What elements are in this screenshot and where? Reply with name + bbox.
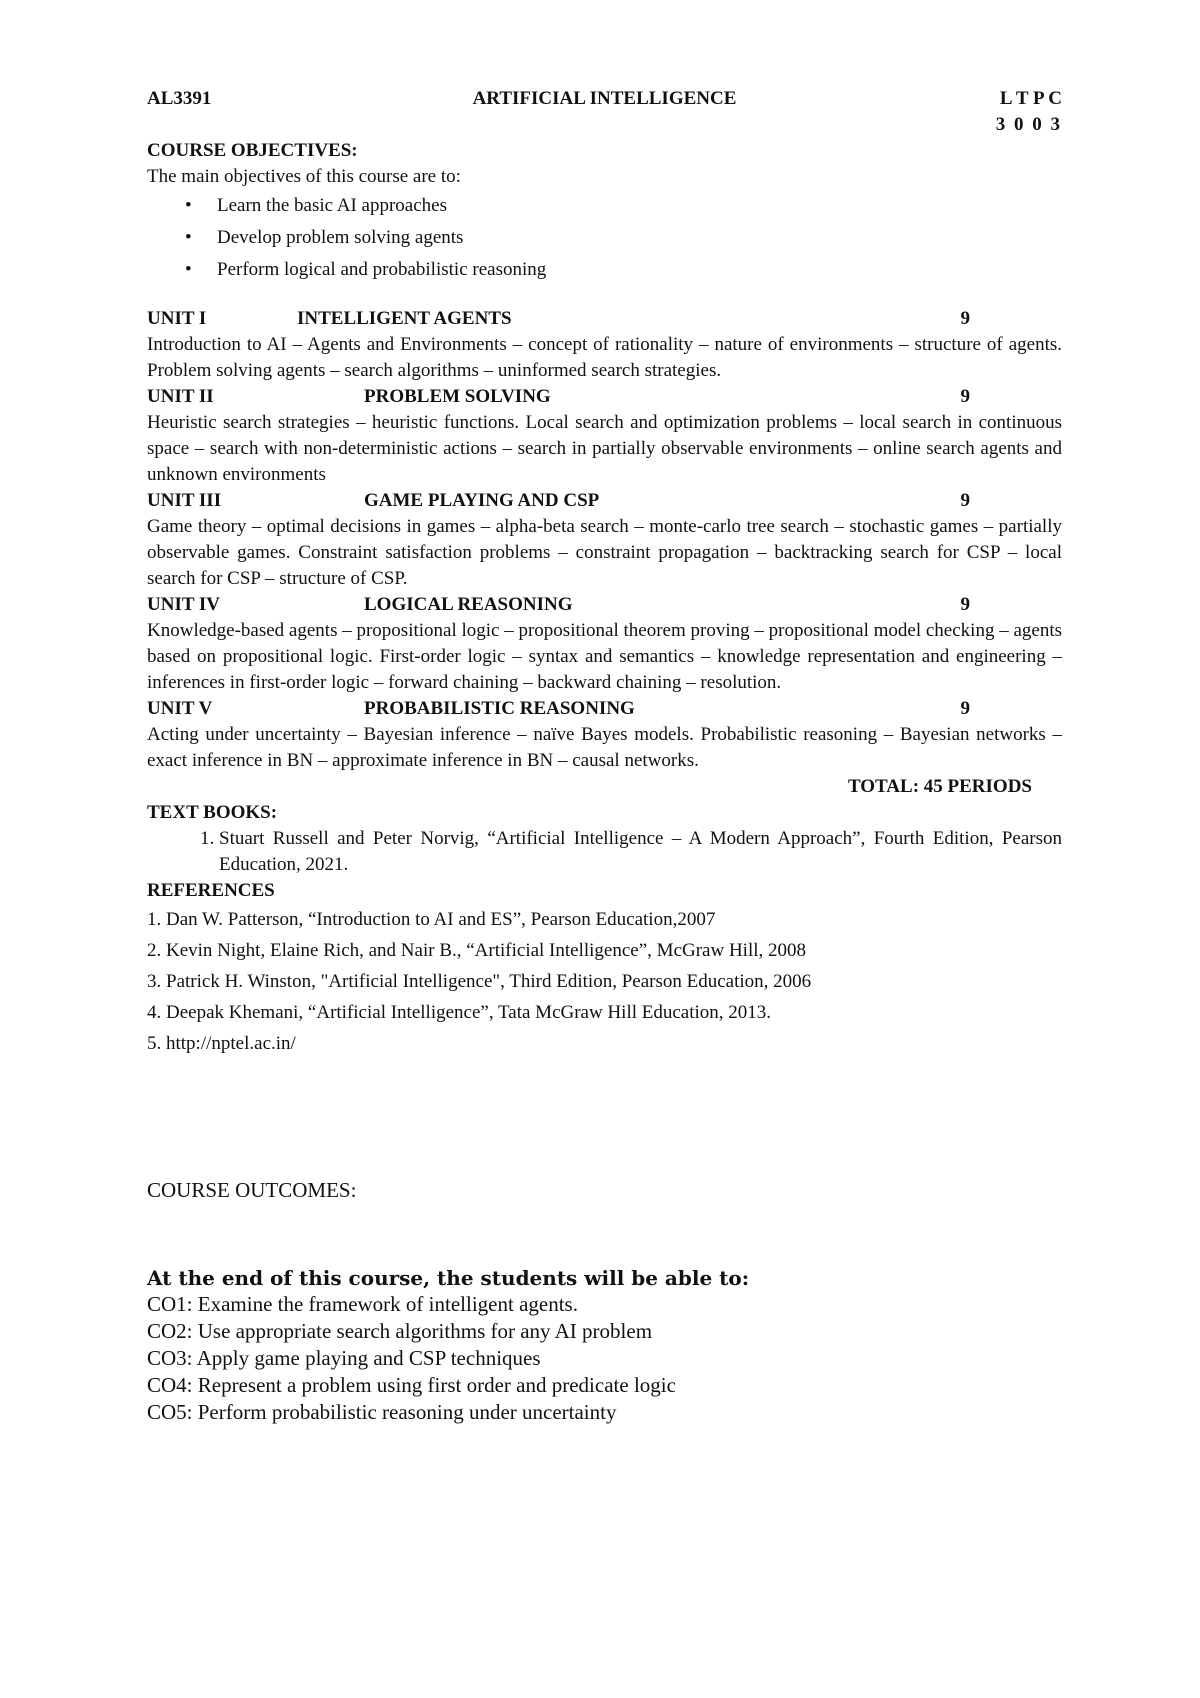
unit-label: UNIT II — [147, 386, 214, 407]
unit-hours: 9 — [960, 386, 970, 407]
unit-1-text: Introduction to AI – Agents and Environments – concept of rationality – nature of environments – structure of agents. Problem solving agents – search algorithms – uninformed search strategies. — [147, 334, 1062, 381]
unit-4-text: Knowledge-based agents – propositional logic – propositional theorem proving – propositional model checking – agents based on propositional logic. First-order logic – syntax and semantics – knowledge representation and engineering – inferences in first-order logic – forward chaining – backward chaining – resolution. — [147, 620, 1062, 693]
total-periods: TOTAL: 45 PERIODS — [847, 776, 1032, 797]
course-title: ARTIFICIAL INTELLIGENCE — [472, 88, 737, 109]
references-heading: REFERENCES — [147, 880, 275, 901]
outcome-item: CO5: Perform probabilistic reasoning under uncertainty — [147, 1400, 617, 1424]
outcome-item: CO2: Use appropriate search algorithms for any AI problem — [147, 1319, 653, 1343]
unit-4-heading — [147, 592, 1062, 618]
unit-1-heading — [147, 306, 1062, 332]
textbooks-heading: TEXT BOOKS: — [147, 802, 278, 823]
unit-label: UNIT IV — [147, 594, 221, 615]
objectives-heading: COURSE OBJECTIVES: — [147, 140, 358, 161]
unit-hours: 9 — [960, 698, 970, 719]
outcomes-heading: COURSE OUTCOMES: — [147, 1178, 357, 1202]
textbooks-list — [147, 826, 1062, 878]
course-header — [147, 86, 1062, 112]
reference-item: 1. Dan W. Patterson, “Introduction to AI and ES”, Pearson Education,2007 — [147, 909, 716, 930]
objective-item: • Perform logical and probabilistic reasoning — [217, 254, 1062, 286]
course-code: AL3391 — [147, 88, 212, 109]
unit-hours: 9 — [960, 594, 970, 615]
unit-title: LOGICAL REASONING — [364, 594, 573, 615]
ltpc-label: L T P C — [999, 88, 1062, 109]
unit-hours: 9 — [960, 308, 970, 329]
unit-title: PROBABILISTIC REASONING — [364, 698, 635, 719]
reference-item: 5. http://nptel.ac.in/ — [147, 1033, 296, 1054]
textbook-item: 1. Stuart Russell and Peter Norvig, “Artificial Intelligence – A Modern Approach”, Fourth Edition, Pearson Education, 2021. — [219, 826, 1062, 878]
outcome-item: CO4: Represent a problem using first order and predicate logic — [147, 1373, 676, 1397]
unit-title: INTELLIGENT AGENTS — [297, 308, 512, 329]
unit-3-text: Game theory – optimal decisions in games – alpha-beta search – monte-carlo tree search – stochastic games – partially observable games. Constraint satisfaction problems – constraint propagation – backtracking search for CSP – local search for CSP – structure of CSP. — [147, 516, 1062, 589]
objective-item: • Learn the basic AI approaches — [217, 190, 1062, 222]
unit-5-text: Acting under uncertainty – Bayesian inference – naïve Bayes models. Probabilistic reasoning – Bayesian networks – exact inference in BN – approximate inference in BN – causal networks. — [147, 724, 1062, 771]
objectives-intro: The main objectives of this course are to: — [147, 166, 461, 187]
unit-label: UNIT V — [147, 698, 213, 719]
syllabus-page — [147, 86, 1062, 1426]
reference-item: 2. Kevin Night, Elaine Rich, and Nair B., “Artificial Intelligence”, McGraw Hill, 2008 — [147, 940, 807, 961]
unit-2-heading — [147, 384, 1062, 410]
outcome-item: CO1: Examine the framework of intelligent agents. — [147, 1292, 578, 1316]
unit-hours: 9 — [960, 490, 970, 511]
outcomes-intro: At the end of this course, the students will be able to: — [147, 1266, 750, 1290]
objective-item: • Develop problem solving agents — [217, 222, 1062, 254]
unit-label: UNIT I — [147, 308, 207, 329]
unit-title: GAME PLAYING AND CSP — [364, 490, 600, 511]
unit-5-heading — [147, 696, 1062, 722]
unit-label: UNIT III — [147, 490, 222, 511]
unit-3-heading — [147, 488, 1062, 514]
reference-item: 3. Patrick H. Winston, "Artificial Intelligence", Third Edition, Pearson Education, 2006 — [147, 971, 812, 992]
unit-2-text: Heuristic search strategies – heuristic functions. Local search and optimization problems – local search in continuous space – search with non-deterministic actions – search in partially observable environments – online search agents and unknown environments — [147, 412, 1062, 485]
reference-item: 4. Deepak Khemani, “Artificial Intelligence”, Tata McGraw Hill Education, 2013. — [147, 1002, 772, 1023]
outcome-item: CO3: Apply game playing and CSP techniques — [147, 1346, 541, 1370]
unit-title: PROBLEM SOLVING — [364, 386, 551, 407]
objectives-list — [147, 190, 1062, 286]
ltpc-values: 3 0 0 3 — [995, 114, 1062, 135]
